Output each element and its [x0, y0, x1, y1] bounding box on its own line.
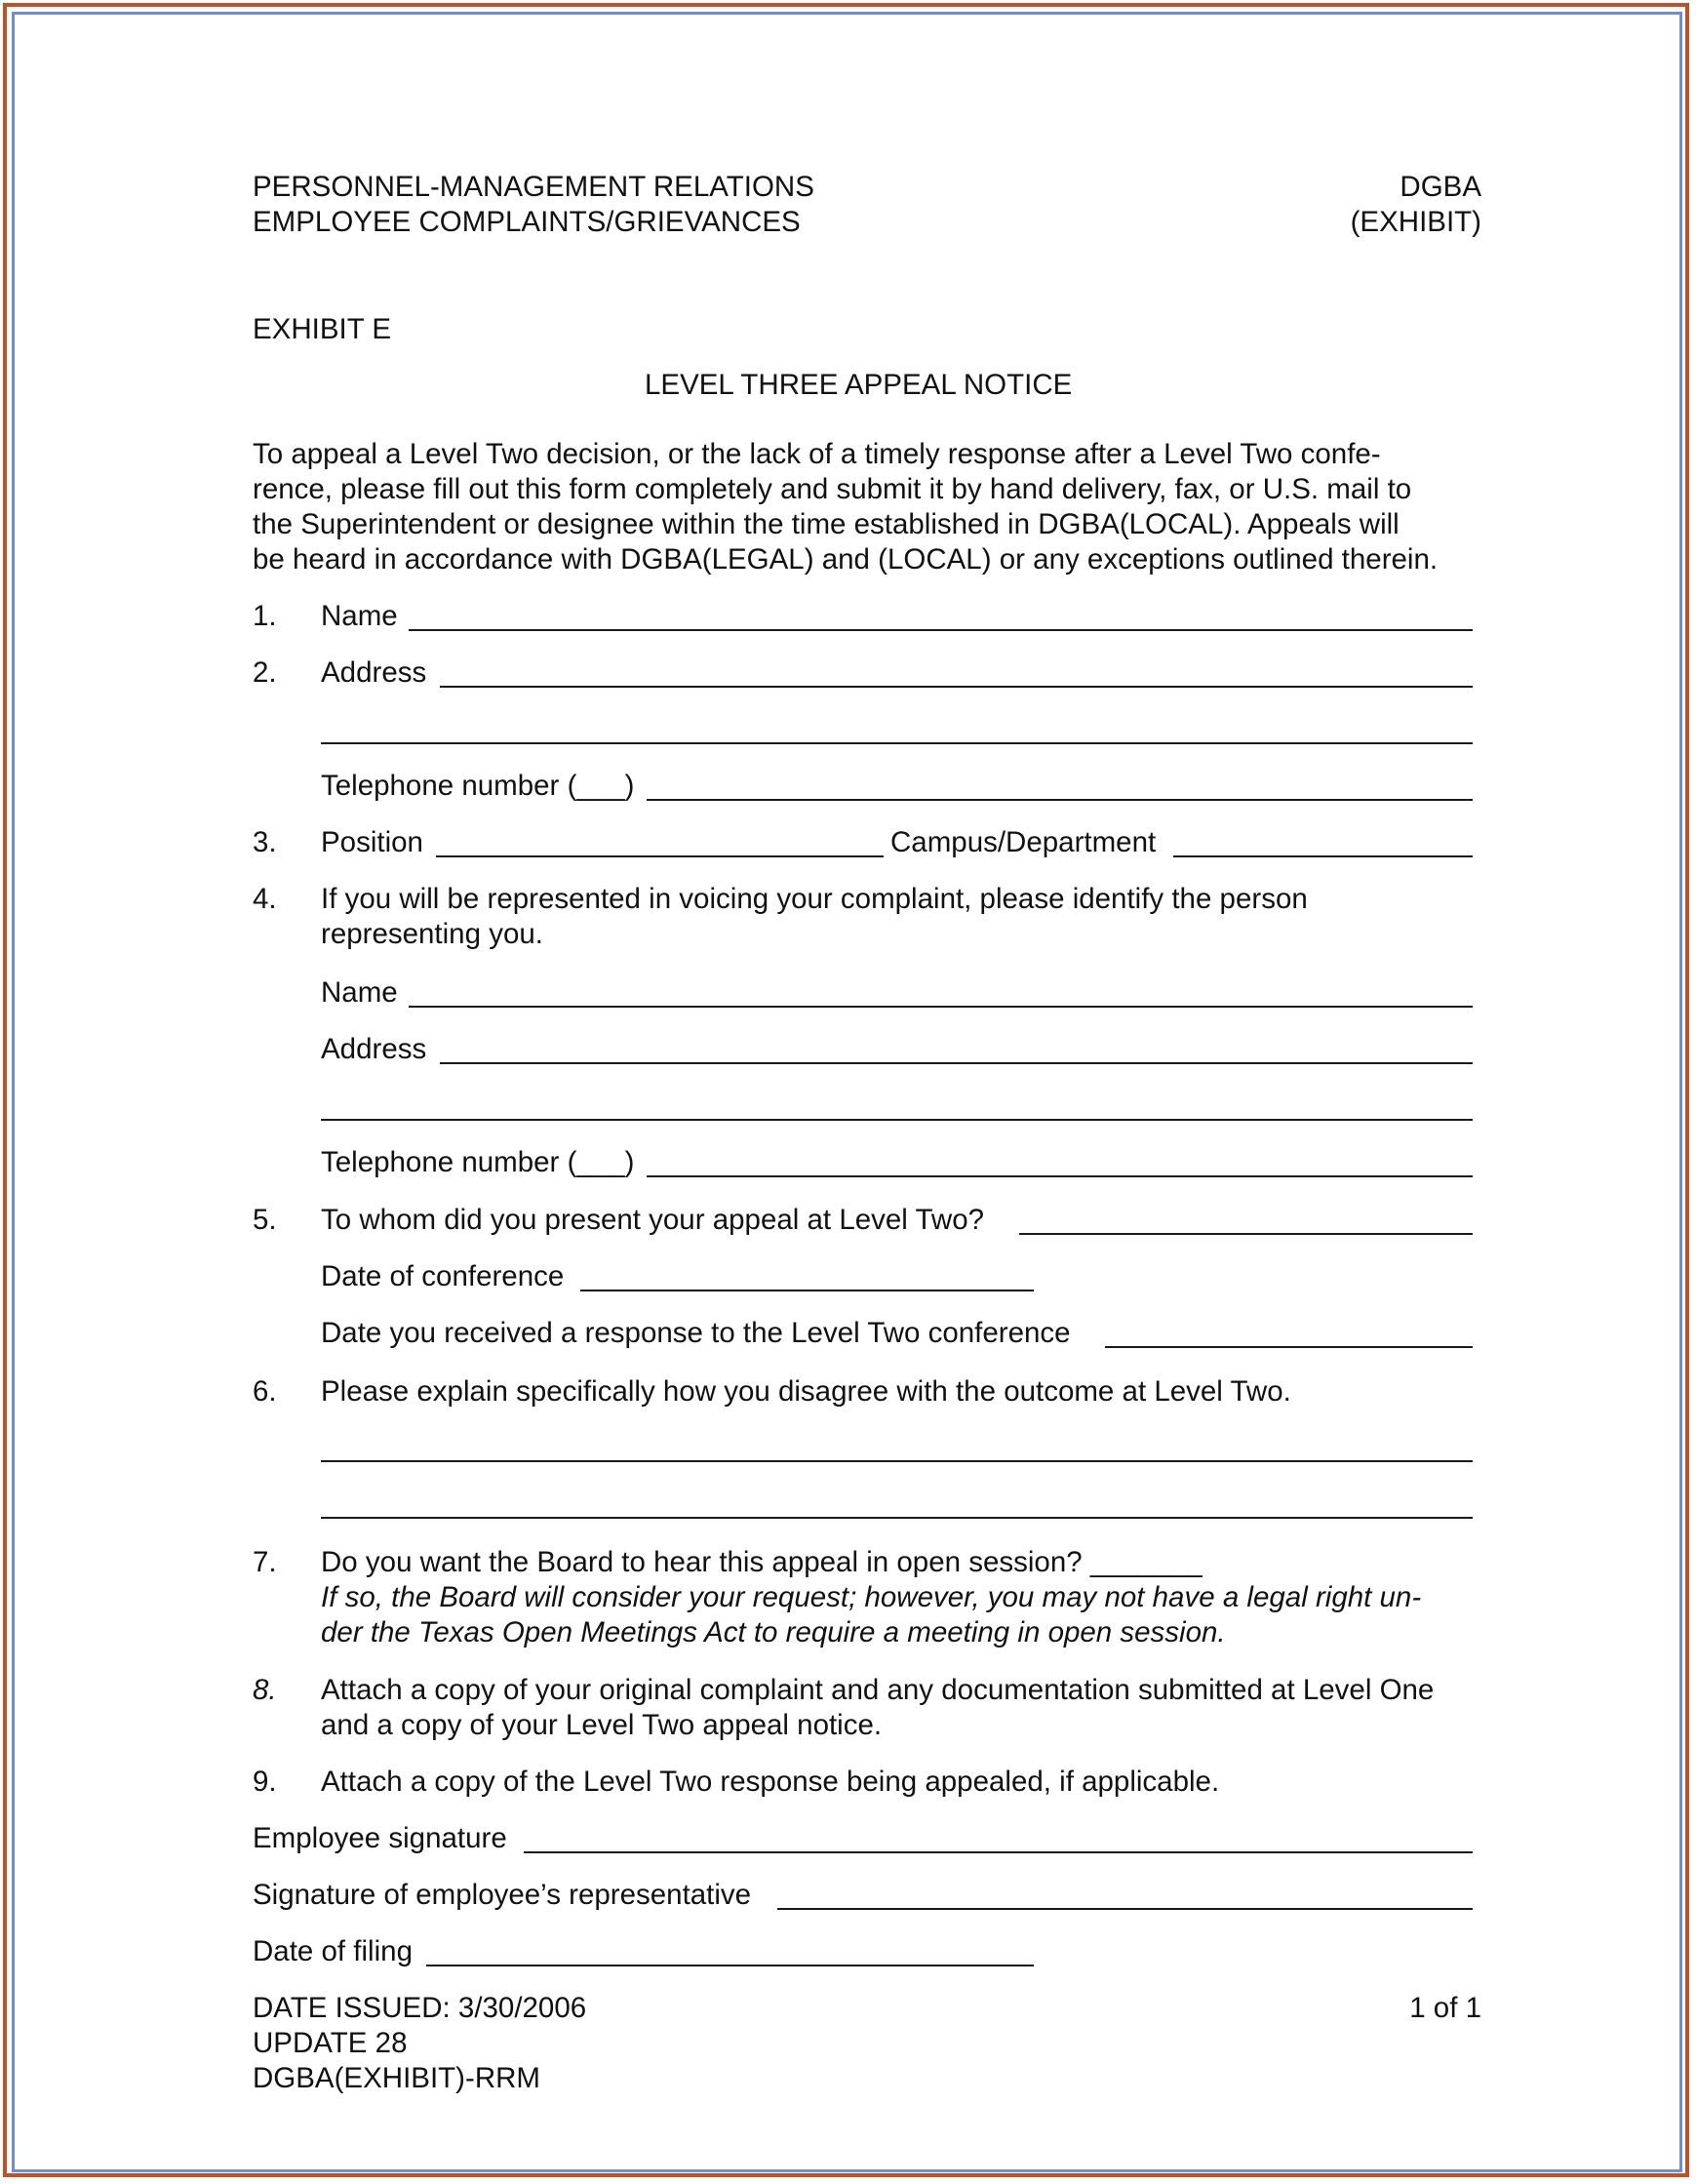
intro-line: rence, please fill out this form completely and submit it by hand delivery, fax, or U.S. mail to — [253, 473, 1412, 505]
conference-date-label: Date of conference — [321, 1260, 565, 1292]
item-number: 4. — [253, 883, 277, 915]
open-session-question: Do you want the Board to hear this appeal in open session? _______ — [321, 1546, 1203, 1578]
item-number: 1. — [253, 600, 277, 632]
explain-label: Please explain specifically how you disagree with the outcome at Level Two. — [321, 1375, 1291, 1408]
attach-complaint-text-cont: and a copy of your Level Two appeal notice. — [321, 1709, 883, 1741]
rep-address-field[interactable] — [440, 1062, 1473, 1064]
name-field[interactable] — [409, 629, 1473, 631]
header-code-type: (EXHIBIT) — [1350, 206, 1481, 238]
response-date-label: Date you received a response to the Level Two conference — [321, 1317, 1071, 1349]
telephone-field[interactable] — [647, 799, 1473, 801]
rep-name-field[interactable] — [409, 1006, 1473, 1008]
representative-signature-field[interactable] — [777, 1908, 1473, 1910]
telephone-label: Telephone number (___) — [321, 770, 635, 802]
rep-question: If you will be represented in voicing your complaint, please identify the person — [321, 883, 1308, 915]
rep-name-label: Name — [321, 976, 398, 1009]
intro-line: be heard in accordance with DGBA(LEGAL) and (LOCAL) or any exceptions outlined therein. — [253, 543, 1439, 576]
item-number: 6. — [253, 1375, 277, 1408]
item-number: 3. — [253, 826, 277, 858]
rep-address-label: Address — [321, 1033, 427, 1065]
filing-date-label: Date of filing — [253, 1935, 413, 1967]
campus-label: Campus/Department — [890, 826, 1157, 858]
conference-date-field[interactable] — [580, 1290, 1034, 1291]
whom-label: To whom did you present your appeal at Level Two? — [321, 1204, 985, 1236]
response-date-field[interactable] — [1105, 1346, 1473, 1348]
intro-line: To appeal a Level Two decision, or the lack of a timely response after a Level Two confe- — [253, 438, 1381, 470]
header-code: DGBA — [1400, 171, 1481, 203]
attach-response-text: Attach a copy of the Level Two response being appealed, if applicable. — [321, 1766, 1220, 1798]
employee-signature-field[interactable] — [524, 1851, 1473, 1853]
filing-date-field[interactable] — [426, 1965, 1034, 1966]
open-session-note-cont: der the Texas Open Meetings Act to require a meeting in open session. — [321, 1616, 1226, 1648]
address-field-line2[interactable] — [321, 742, 1473, 744]
item-number: 9. — [253, 1766, 277, 1798]
campus-field[interactable] — [1173, 855, 1473, 857]
date-issued: DATE ISSUED: 3/30/2006 — [253, 1992, 587, 2024]
header-title: PERSONNEL-MANAGEMENT RELATIONS — [253, 171, 814, 203]
whom-field[interactable] — [1019, 1233, 1473, 1235]
item-number: 5. — [253, 1204, 277, 1236]
attach-complaint-text: Attach a copy of your original complaint and any documentation submitted at Level One — [321, 1674, 1435, 1706]
employee-signature-label: Employee signature — [253, 1822, 507, 1854]
address-label: Address — [321, 656, 427, 689]
document-code: DGBA(EXHIBIT)-RRM — [253, 2062, 540, 2094]
rep-telephone-label: Telephone number (___) — [321, 1146, 635, 1178]
position-field[interactable] — [436, 855, 884, 857]
form-title: LEVEL THREE APPEAL NOTICE — [645, 369, 1073, 401]
explain-field-line2[interactable] — [321, 1517, 1473, 1519]
name-label: Name — [321, 600, 398, 632]
representative-signature-label: Signature of employee’s representative — [253, 1879, 752, 1911]
page-number: 1 of 1 — [1409, 1992, 1481, 2024]
open-session-note: If so, the Board will consider your request; however, you may not have a legal right un- — [321, 1581, 1422, 1613]
update-number: UPDATE 28 — [253, 2027, 408, 2059]
position-label: Position — [321, 826, 423, 858]
rep-address-field-line2[interactable] — [321, 1119, 1473, 1121]
rep-telephone-field[interactable] — [647, 1175, 1473, 1177]
rep-question-cont: representing you. — [321, 918, 543, 950]
item-number: 2. — [253, 656, 277, 689]
address-field[interactable] — [440, 686, 1473, 688]
header-subtitle: EMPLOYEE COMPLAINTS/GRIEVANCES — [253, 206, 801, 238]
item-number: 7. — [253, 1546, 277, 1578]
item-number: 8. — [253, 1674, 277, 1706]
explain-field-line1[interactable] — [321, 1460, 1473, 1462]
intro-line: the Superintendent or designee within the time established in DGBA(LOCAL). Appeals will — [253, 508, 1400, 540]
exhibit-label: EXHIBIT E — [253, 313, 392, 345]
